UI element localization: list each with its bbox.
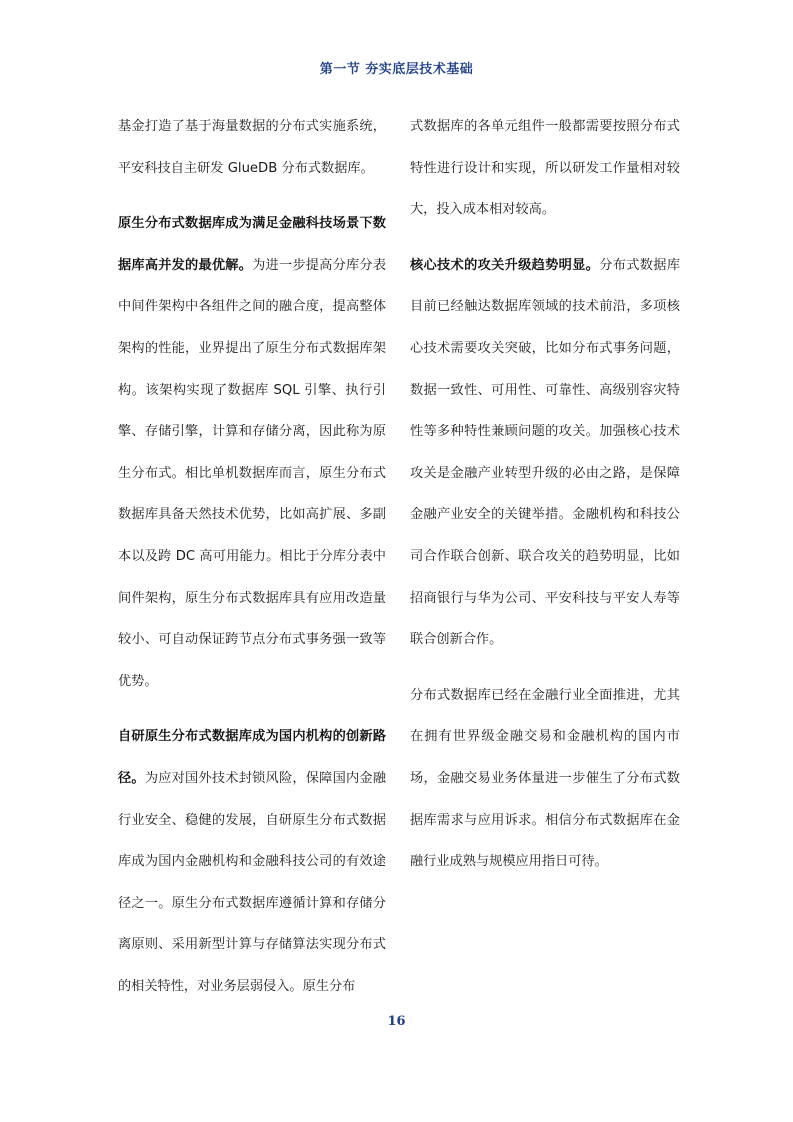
paragraph xyxy=(118,716,386,1007)
paragraph-text: 分布式数据库已经在金融行业全面推进，尤其在拥有世界级金融交易和金融机构的国内市场，金融交易业务体量进一步催生了分布式数据库需求与应用诉求。相信分布式数据库在金融行业成熟与规模应用指日可待。 xyxy=(410,687,680,870)
left-column xyxy=(118,106,386,1021)
paragraph xyxy=(410,675,680,883)
paragraph xyxy=(118,203,386,702)
paragraph-lead: 核心技术的攻关升级趋势明显。 xyxy=(410,257,600,273)
paragraph-text: 为应对国外技术封锁风险，保障国内金融行业安全、稳健的发展，自研原生分布式数据库成为国内金融机构和金融科技公司的有效途径之一。原生分布式数据库遵循计算和存储分离原则、采用新型计算与存储算法实现分布式的相关特性，对业务层弱侵入。原生分布 xyxy=(118,770,387,994)
paragraph-text: 基金打造了基于海量数据的分布式实施系统，平安科技自主研发 GlueDB 分布式数据库。 xyxy=(118,119,386,176)
paragraph xyxy=(410,245,680,661)
right-column xyxy=(410,106,680,897)
paragraph xyxy=(118,106,386,189)
paragraph xyxy=(410,106,680,231)
paragraph-text: 分布式数据库目前已经触达数据库领域的技术前沿，多项核心技术需要攻关突破，比如分布式事务问题，数据一致性、可用性、可靠性、高级别容灾特性等多种特性兼顾问题的攻关。加强核心技术攻关是金融产业转型升级的必由之路，是保障金融产业安全的关键举措。金融机构和科技公司合作联合创新、联合攻关的趋势明显，比如招商银行与华为公司、平安科技与平安人寿等联合创新合作。 xyxy=(410,257,681,648)
paragraph-lead: 自研原生分布式数据库成为国内机构的创新路径。 xyxy=(118,729,386,786)
paragraph-lead: 原生分布式数据库成为满足金融科技场景下数据库高并发的最优解。 xyxy=(118,216,386,273)
paragraph-text: 式数据库的各单元组件一般都需要按照分布式特性进行设计和实现，所以研发工作量相对较大，投入成本相对较高。 xyxy=(410,119,680,218)
paragraph-text: 为进一步提高分库分表中间件架构中各组件之间的融合度，提高整体架构的性能，业界提出了原生分布式数据库架构。该架构实现了数据库 SQL 引擎、执行引擎、存储引擎，计算和存储分离，因此称为原生分布式。相比单机数据库而言，原生分布式数据库具备天然技术优势，比如高扩展、多副本以及跨 DC 高可用能力。相比于分库分表中间件架构，原生分布式数据库具有应用改造量较小、可自动保证跨节点分布式事务强一致等优势。 xyxy=(118,257,387,689)
page-number: 16 xyxy=(387,1014,406,1029)
page-header-title: 第一节 夯实底层技术基础 xyxy=(319,62,474,77)
